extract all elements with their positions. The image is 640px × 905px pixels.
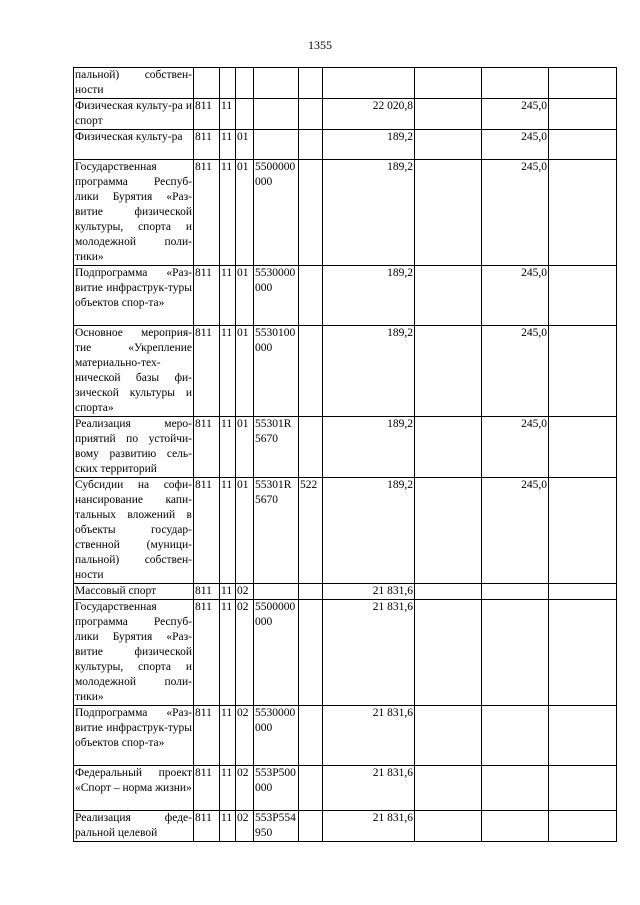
table-row: [74, 266, 617, 326]
expense-type-cell: [299, 68, 323, 99]
target-article-cell: 55301R5670: [254, 478, 299, 584]
table-row: [74, 706, 617, 766]
ved-code-cell: 811: [194, 811, 220, 842]
amount-cell-1: 21 831,6: [323, 600, 415, 706]
ved-code-cell: 811: [194, 584, 220, 600]
expense-type-cell: [299, 811, 323, 842]
target-article-cell: 55301R5670: [254, 417, 299, 478]
page-number: 1355: [308, 38, 332, 52]
target-article-cell: 5530000000: [254, 706, 299, 766]
table-row: [74, 417, 617, 478]
target-article-cell: [254, 68, 299, 99]
amount-cell-2: [415, 706, 482, 766]
amount-cell-1: 189,2: [323, 266, 415, 326]
amount-cell-1: 189,2: [323, 326, 415, 417]
target-article-cell: [254, 99, 299, 130]
amount-cell-4: [549, 600, 617, 706]
amount-cell-1: 189,2: [323, 160, 415, 266]
amount-cell-3: [482, 706, 549, 766]
subsection-code-cell: 01: [236, 478, 254, 584]
section-code-cell: 11: [220, 706, 236, 766]
table-row: [74, 600, 617, 706]
section-code-cell: 11: [220, 160, 236, 266]
ved-code-cell: 811: [194, 417, 220, 478]
amount-cell-1: 189,2: [323, 130, 415, 160]
subsection-code-cell: [236, 99, 254, 130]
ved-code-cell: 811: [194, 706, 220, 766]
item-name-cell: Физическая культу-ра и спорт: [74, 99, 194, 130]
amount-cell-4: [549, 130, 617, 160]
section-code-cell: 11: [220, 478, 236, 584]
expense-type-cell: [299, 130, 323, 160]
item-name-cell: Массовый спорт: [74, 584, 194, 600]
subsection-code-cell: 01: [236, 130, 254, 160]
section-code-cell: 11: [220, 811, 236, 842]
amount-cell-1: 21 831,6: [323, 811, 415, 842]
amount-cell-3: [482, 811, 549, 842]
item-name-cell: Федеральный проект «Спорт – норма жизни»: [74, 766, 194, 811]
table-body: [74, 68, 617, 842]
amount-cell-1: 22 020,8: [323, 99, 415, 130]
item-name-cell: Государственная программа Респуб-лики Бурятия «Раз-витие физической культуры, спорта и молодежной поли-тики»: [74, 600, 194, 706]
amount-cell-4: [549, 266, 617, 326]
amount-cell-2: [415, 266, 482, 326]
item-name-cell: Физическая культу-ра: [74, 130, 194, 160]
target-article-cell: 5500000000: [254, 160, 299, 266]
amount-cell-1: 21 831,6: [323, 766, 415, 811]
section-code-cell: 11: [220, 130, 236, 160]
table-row: [74, 99, 617, 130]
section-code-cell: 11: [220, 266, 236, 326]
ved-code-cell: 811: [194, 326, 220, 417]
amount-cell-3: [482, 584, 549, 600]
ved-code-cell: [194, 68, 220, 99]
amount-cell-4: [549, 99, 617, 130]
amount-cell-1: 21 831,6: [323, 706, 415, 766]
ved-code-cell: 811: [194, 130, 220, 160]
subsection-code-cell: [236, 68, 254, 99]
amount-cell-4: [549, 766, 617, 811]
amount-cell-2: [415, 766, 482, 811]
amount-cell-3: 245,0: [482, 160, 549, 266]
subsection-code-cell: 02: [236, 600, 254, 706]
amount-cell-4: [549, 811, 617, 842]
amount-cell-3: [482, 766, 549, 811]
amount-cell-4: [549, 417, 617, 478]
subsection-code-cell: 01: [236, 417, 254, 478]
subsection-code-cell: 02: [236, 706, 254, 766]
item-name-cell: Подпрограмма «Раз-витие инфраструк-туры объектов спор-та»: [74, 706, 194, 766]
amount-cell-2: [415, 584, 482, 600]
ved-code-cell: 811: [194, 160, 220, 266]
amount-cell-4: [549, 584, 617, 600]
table-row: [74, 130, 617, 160]
item-name-cell: Реализация меро-приятий по устойчи-вому развитию сель-ских территорий: [74, 417, 194, 478]
amount-cell-2: [415, 811, 482, 842]
amount-cell-3: 245,0: [482, 417, 549, 478]
section-code-cell: 11: [220, 600, 236, 706]
item-name-cell: Основное мероприя-тие «Укрепление материально-тех-нической базы фи-зической культуры и спорта»: [74, 326, 194, 417]
expense-type-cell: [299, 584, 323, 600]
amount-cell-3: 245,0: [482, 130, 549, 160]
amount-cell-4: [549, 68, 617, 99]
section-code-cell: 11: [220, 326, 236, 417]
table-row: [74, 811, 617, 842]
expense-type-cell: [299, 266, 323, 326]
subsection-code-cell: 01: [236, 266, 254, 326]
section-code-cell: 11: [220, 417, 236, 478]
target-article-cell: 553P500000: [254, 766, 299, 811]
expense-type-cell: [299, 600, 323, 706]
section-code-cell: 11: [220, 766, 236, 811]
amount-cell-3: [482, 600, 549, 706]
table-row: [74, 766, 617, 811]
budget-table: [73, 67, 617, 842]
table-row: [74, 326, 617, 417]
amount-cell-2: [415, 99, 482, 130]
expense-type-cell: [299, 417, 323, 478]
subsection-code-cell: 01: [236, 326, 254, 417]
amount-cell-4: [549, 326, 617, 417]
amount-cell-2: [415, 160, 482, 266]
table-row: [74, 160, 617, 266]
item-name-cell: Государственная программа Респуб-лики Бурятия «Раз-витие физической культуры, спорта и молодежной поли-тики»: [74, 160, 194, 266]
section-code-cell: [220, 68, 236, 99]
amount-cell-2: [415, 600, 482, 706]
amount-cell-1: 189,2: [323, 417, 415, 478]
table-row: [74, 68, 617, 99]
amount-cell-2: [415, 417, 482, 478]
amount-cell-4: [549, 478, 617, 584]
amount-cell-3: [482, 68, 549, 99]
subsection-code-cell: 01: [236, 160, 254, 266]
expense-type-cell: [299, 706, 323, 766]
target-article-cell: 553P554950: [254, 811, 299, 842]
amount-cell-1: 189,2: [323, 478, 415, 584]
expense-type-cell: [299, 326, 323, 417]
subsection-code-cell: 02: [236, 584, 254, 600]
table-row: [74, 478, 617, 584]
amount-cell-2: [415, 130, 482, 160]
amount-cell-4: [549, 706, 617, 766]
amount-cell-3: 245,0: [482, 99, 549, 130]
target-article-cell: 5530000000: [254, 266, 299, 326]
subsection-code-cell: 02: [236, 811, 254, 842]
ved-code-cell: 811: [194, 99, 220, 130]
amount-cell-4: [549, 160, 617, 266]
expense-type-cell: [299, 766, 323, 811]
amount-cell-1: [323, 68, 415, 99]
subsection-code-cell: 02: [236, 766, 254, 811]
expense-type-cell: 522: [299, 478, 323, 584]
target-article-cell: 5500000000: [254, 600, 299, 706]
amount-cell-3: 245,0: [482, 478, 549, 584]
target-article-cell: [254, 130, 299, 160]
item-name-cell: Субсидии на софи-нансирование капи-тальных вложений в объекты государ-ственной (муници-пальной) собствен-ности: [74, 478, 194, 584]
amount-cell-2: [415, 68, 482, 99]
target-article-cell: [254, 584, 299, 600]
item-name-cell: Реализация феде-ральной целевой: [74, 811, 194, 842]
item-name-cell: Подпрограмма «Раз-витие инфраструк-туры объектов спор-та»: [74, 266, 194, 326]
ved-code-cell: 811: [194, 600, 220, 706]
expense-type-cell: [299, 160, 323, 266]
item-name-cell: пальной) собствен-ности: [74, 68, 194, 99]
section-code-cell: 11: [220, 584, 236, 600]
amount-cell-3: 245,0: [482, 326, 549, 417]
ved-code-cell: 811: [194, 766, 220, 811]
ved-code-cell: 811: [194, 478, 220, 584]
amount-cell-2: [415, 478, 482, 584]
section-code-cell: 11: [220, 99, 236, 130]
ved-code-cell: 811: [194, 266, 220, 326]
target-article-cell: 5530100000: [254, 326, 299, 417]
amount-cell-3: 245,0: [482, 266, 549, 326]
expense-type-cell: [299, 99, 323, 130]
amount-cell-1: 21 831,6: [323, 584, 415, 600]
amount-cell-2: [415, 326, 482, 417]
table-row: [74, 584, 617, 600]
